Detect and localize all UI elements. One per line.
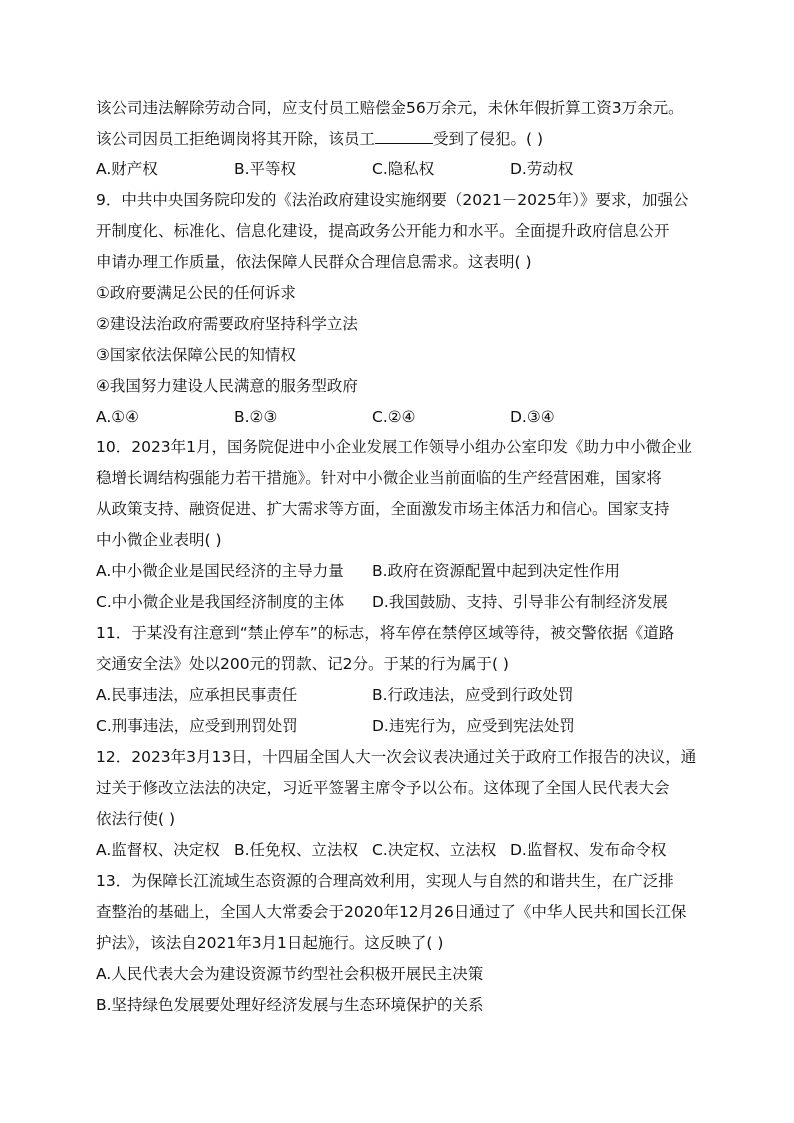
q11-option-a: A.民事违法，应承担民事责任	[96, 686, 298, 704]
q8-line-2-before: 该公司因员工拒绝调岗将其开除，该员工	[96, 130, 376, 148]
q13-option-b: B.坚持绿色发展要处理好经济发展与生态环境保护的关系	[96, 996, 484, 1014]
q8-option-a: A.财产权	[96, 160, 158, 178]
q10-option-b: B.政府在资源配置中起到决定性作用	[372, 562, 621, 580]
q9-statement-4: ④我国努力建设人民满意的服务型政府	[96, 377, 358, 395]
q10-line-2: 稳增长调结构强能力若干措施》。针对中小微企业当前面临的生产经营困难，国家将	[96, 469, 662, 487]
q9-statement-1: ①政府要满足公民的任何诉求	[96, 284, 296, 302]
q12-line-3: 依法行使( )	[96, 810, 176, 828]
q8-line-2-after: 受到了侵犯。( )	[433, 130, 544, 148]
q10-option-d: D.我国鼓励、支持、引导非公有制经济发展	[372, 593, 668, 611]
q12-option-d: D.监督权、发布命令权	[510, 841, 667, 859]
q10-option-c: C.中小微企业是我国经济制度的主体	[96, 593, 345, 611]
q8-option-d: D.劳动权	[510, 160, 574, 178]
q9-line-3: 申请办理工作质量，依法保障人民群众合理信息需求。这表明( )	[96, 253, 532, 271]
answer-blank	[375, 129, 433, 144]
q13-line-2: 查整治的基础上，全国人大常委会于2020年12月26日通过了《中华人民共和国长江保	[96, 903, 687, 921]
q9-option-a: A.①④	[96, 408, 140, 426]
q13-option-a: A.人民代表大会为建设资源节约型社会积极开展民主决策	[96, 965, 484, 983]
q11-line-1: 11．于某没有注意到“禁止停车”的标志，将车停在禁停区域等待，被交警依据《道路	[96, 624, 675, 642]
q9-statement-2: ②建设法治政府需要政府坚持科学立法	[96, 315, 358, 333]
q8-line-2	[96, 129, 706, 149]
q13-line-1: 13．为保障长江流域生态资源的合理高效利用，实现人与自然的和谐共生，在广泛排	[96, 872, 674, 890]
q11-option-c: C.刑事违法，应受到刑罚处罚	[96, 717, 298, 735]
q8-option-c: C.隐私权	[372, 160, 435, 178]
q9-line-1: 9．中共中央国务院印发的《法治政府建设实施纲要（2021－2025年）》要求，加强公	[96, 191, 689, 209]
q12-line-1: 12．2023年3月13日，十四届全国人大一次会议表决通过关于政府工作报告的决议，通	[96, 748, 697, 766]
q9-option-d: D.③④	[510, 408, 555, 426]
q11-line-2: 交通安全法》处以200元的罚款、记2分。于某的行为属于( )	[96, 655, 509, 673]
q9-option-c: C.②④	[372, 408, 416, 426]
q10-line-3: 从政策支持、融资促进、扩大需求等方面，全面激发市场主体活力和信心。国家支持	[96, 500, 670, 518]
q12-option-b: B.任免权、立法权	[234, 841, 359, 859]
q10-line-1: 10．2023年1月，国务院促进中小企业发展工作领导小组办公室印发《助力中小微企业	[96, 438, 693, 456]
q12-option-c: C.决定权、立法权	[372, 841, 497, 859]
q11-option-d: D.违宪行为，应受到宪法处罚	[372, 717, 575, 735]
q9-line-2: 开制度化、标准化、信息化建设，提高政务公开能力和水平。全面提升政府信息公开	[96, 222, 670, 240]
q12-line-2: 过关于修改立法法的决定，习近平签署主席令予以公布。这体现了全国人民代表大会	[96, 779, 670, 797]
q8-line-1: 该公司违法解除劳动合同，应支付员工赔偿金56万余元，未休年假折算工资3万余元。	[96, 99, 684, 117]
q10-option-a: A.中小微企业是国民经济的主导力量	[96, 562, 344, 580]
q9-statement-3: ③国家依法保障公民的知情权	[96, 346, 296, 364]
q10-line-4: 中小微企业表明( )	[96, 531, 222, 549]
q11-option-b: B.行政违法，应受到行政处罚	[372, 686, 574, 704]
q13-line-3: 护法》，该法自2021年3月1日起施行。这反映了( )	[96, 934, 444, 952]
q9-option-b: B.②③	[234, 408, 278, 426]
q8-option-b: B.平等权	[234, 160, 297, 178]
q12-option-a: A.监督权、决定权	[96, 841, 220, 859]
